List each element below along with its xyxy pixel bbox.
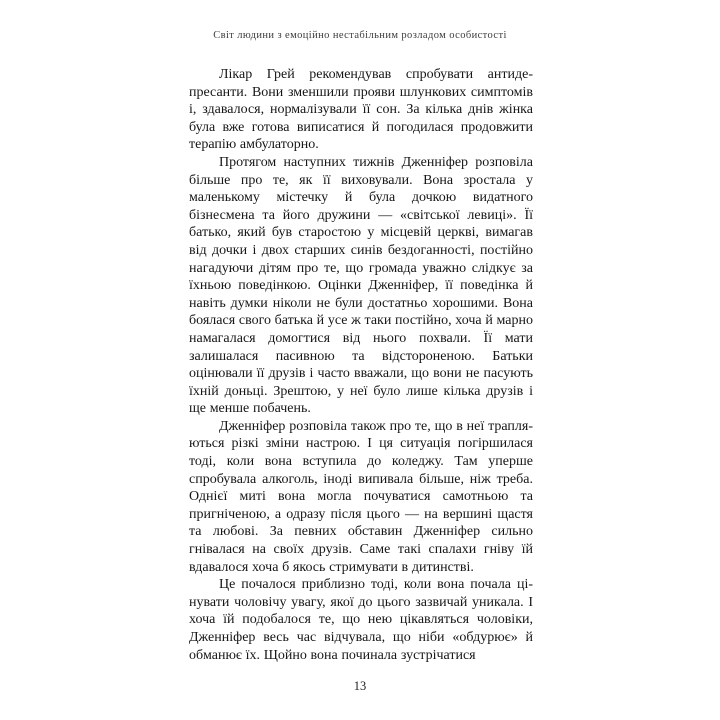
body-text (189, 66, 533, 664)
paragraph: Дженніфер розповіла також про те, що в неї трапляються різкі зміни настрою. І ця ситуація погіршилася тоді, коли вона вступила до коледжу. Там уперше спробувала алкоголь, іноді випивала більше, ніж треба. Однієї миті вона могла почуватися самотньою та пригніченою, а одразу після цього — на вершині щастя та любові. За певних обставин Дженніфер сильно гнівалася на своїх друзів. Саме такі спалахи гніву їй вдавалося хоча б якось стримувати в дитинстві. (189, 418, 533, 575)
running-header: Світ людини з емоційно нестабільним розладом особистості (213, 30, 507, 41)
page-number: 13 (353, 679, 367, 693)
paragraph: Лікар Грей рекомендував спробувати антидепресанти. Вони зменшили прояви шлункових симптомів і, здавалося, нормалізували її сон. За кілька днів жінка була вже готова виписатися й погодилася продовжити терапію амбулаторно. (189, 67, 533, 153)
paragraph: Це почалося приблизно тоді, коли вона почала цінувати чоловічу увагу, якої до цього зазвичай уникала. І хоча їй подобалося те, що нею цікавляться чоловіки, Дженніфер весь час відчувала, що ніби «обдурює» й обманює їх. Щойно вона починала зустрічатися (189, 577, 533, 663)
paragraph: Протягом наступних тижнів Дженніфер розповіла більше про те, як її виховували. Вона зростала у маленькому містечку й була дочкою видатного бізнесмена та його дружини — «світської левиці». Її батько, який був старостою у місцевій церкві, вимагав від дочки і двох старших синів бездоганності, постійно нагадуючи дітям про те, що громада уважно слідкує за їхньою поведінкою. Оцінки Дженніфер, її поведінка й навіть думки ніколи не були достатньо хорошими. Вона боялася свого батька й усе ж таки постійно, хоча й марно намагалася домогтися від нього похвали. Її мати залишалася пасивною та відстороненою. Батьки оцінювали її друзів і часто вважали, що вони не пасують їхній доньці. Зрештою, у неї було лише кілька друзів і ще менше побачень. (189, 154, 533, 417)
